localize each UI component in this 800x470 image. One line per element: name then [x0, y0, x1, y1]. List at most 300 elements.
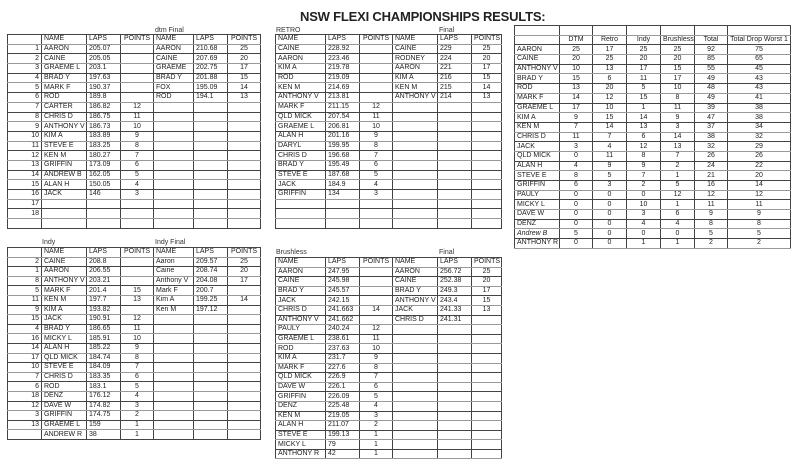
table-cell: 183.35 — [87, 372, 121, 382]
table-cell: 11 — [560, 132, 593, 142]
table-cell: GRAEME L — [276, 334, 326, 344]
table-row — [515, 122, 791, 132]
table-cell: 43 — [728, 84, 791, 94]
table-cell: 17 — [8, 199, 42, 209]
table-cell: 6 — [360, 382, 393, 392]
column-header — [8, 248, 42, 258]
table-cell: 249.3 — [438, 286, 472, 296]
table-cell — [472, 160, 502, 170]
column-header: Retro — [593, 35, 627, 45]
table-cell — [472, 122, 502, 132]
table-row — [515, 200, 791, 210]
table-cell: 25 — [472, 267, 502, 277]
table-cell: 34 — [728, 122, 791, 132]
table-row — [8, 190, 261, 200]
table-cell: GRAEME L — [515, 103, 560, 113]
column-header: POINTS — [228, 35, 261, 45]
table-row — [515, 93, 791, 103]
table-cell: ROD — [154, 93, 194, 103]
table-cell: 8 — [8, 276, 42, 286]
table-cell: 20 — [472, 54, 502, 64]
table-cell: 10 — [8, 131, 42, 141]
table-cell: 14 — [593, 122, 627, 132]
table-cell: 7 — [661, 151, 695, 161]
table-cell: 7 — [360, 373, 393, 383]
table-cell: 203.1 — [87, 64, 121, 74]
table-cell: 245.98 — [326, 277, 360, 287]
table-cell: 219.09 — [326, 73, 360, 83]
table-cell: 4 — [360, 180, 393, 190]
table-cell: 5 — [695, 229, 728, 239]
table-row — [276, 151, 502, 161]
table-cell: 37 — [695, 122, 728, 132]
table-cell — [393, 392, 438, 402]
table-cell: DENZ — [276, 401, 326, 411]
table-cell: BRAD Y — [154, 73, 194, 83]
table-cell: 0 — [560, 190, 593, 200]
table-row — [8, 112, 261, 122]
table-cell: 4 — [560, 161, 593, 171]
table-cell: 185.91 — [87, 334, 121, 344]
table-row — [8, 199, 261, 209]
table-cell: 194.1 — [194, 93, 228, 103]
table-cell — [438, 353, 472, 363]
column-header: LAPS — [87, 35, 121, 45]
table-cell — [472, 382, 502, 392]
table-cell: 209.57 — [194, 257, 228, 267]
table-row — [515, 181, 791, 191]
table-cell — [393, 353, 438, 363]
table-cell: CAINE — [42, 257, 87, 267]
table-cell: CAINE — [276, 44, 326, 54]
table-cell: 3 — [627, 210, 661, 220]
table-cell — [228, 112, 261, 122]
table-cell: 0 — [560, 239, 593, 249]
table-cell: 38 — [87, 430, 121, 440]
table-cell: 5 — [661, 181, 695, 191]
table-cell: 211.07 — [326, 421, 360, 431]
table-cell: 49 — [695, 74, 728, 84]
table-cell: 13 — [8, 160, 42, 170]
table-row — [276, 199, 502, 209]
table-cell: 11 — [8, 141, 42, 151]
table-cell: ANTHONY V — [515, 64, 560, 74]
table-cell: 25 — [593, 55, 627, 65]
table-cell: 10 — [593, 103, 627, 113]
table-cell: 0 — [560, 200, 593, 210]
column-header: POINTS — [472, 35, 502, 45]
table-cell: 134 — [326, 190, 360, 200]
table-cell — [194, 343, 228, 353]
table-row — [276, 180, 502, 190]
table-cell — [438, 112, 472, 122]
table-row — [515, 171, 791, 181]
table-cell: 10 — [121, 122, 154, 132]
table-cell — [393, 199, 438, 209]
indy-label: Indy — [42, 239, 56, 246]
table-cell: 14 — [627, 113, 661, 123]
table-cell — [194, 420, 228, 430]
table-cell: 16 — [8, 334, 42, 344]
table-cell: 26 — [728, 151, 791, 161]
table-cell: GRAEME L — [42, 420, 87, 430]
table-row — [276, 430, 502, 440]
table-row — [276, 170, 502, 180]
indy-results-table — [7, 247, 261, 440]
table-cell: QLD MICK — [276, 112, 326, 122]
table-cell: KEN M — [393, 83, 438, 93]
table-cell: 214.69 — [326, 83, 360, 93]
table-cell: JACK — [515, 142, 560, 152]
table-cell: 224 — [438, 54, 472, 64]
table-cell: 14 — [560, 93, 593, 103]
table-cell: 241.662 — [326, 315, 360, 325]
table-cell: 22 — [728, 161, 791, 171]
table-cell: 15 — [8, 315, 42, 325]
table-cell: 79 — [326, 440, 360, 450]
table-cell: GRIFFIN — [42, 411, 87, 421]
table-cell: 9 — [728, 210, 791, 220]
table-cell: 75 — [728, 45, 791, 55]
table-cell: JACK — [276, 180, 326, 190]
table-cell — [360, 44, 393, 54]
table-cell — [42, 199, 87, 209]
column-header — [515, 35, 560, 45]
table-cell — [360, 64, 393, 74]
table-row — [276, 93, 502, 103]
table-cell: 10 — [560, 64, 593, 74]
table-cell — [154, 411, 194, 421]
table-cell: 0 — [593, 219, 627, 229]
table-cell: 208.8 — [87, 257, 121, 267]
column-header: NAME — [154, 35, 194, 45]
table-cell: 174.75 — [87, 411, 121, 421]
table-cell: KEN M — [276, 83, 326, 93]
table-cell — [472, 209, 502, 219]
table-cell: KEN M — [42, 295, 87, 305]
table-cell: 186.82 — [87, 102, 121, 112]
table-cell: 201.88 — [194, 73, 228, 83]
table-cell: JACK — [42, 190, 87, 200]
column-header: LAPS — [194, 35, 228, 45]
table-cell: 205.05 — [87, 54, 121, 64]
table-cell: 6 — [121, 372, 154, 382]
table-cell — [154, 160, 194, 170]
table-row — [276, 286, 502, 296]
table-cell — [393, 209, 438, 219]
empty-cell — [695, 26, 728, 36]
table-cell: 226.1 — [326, 382, 360, 392]
table-cell: 6 — [661, 210, 695, 220]
table-cell: 9 — [593, 161, 627, 171]
table-cell: 18 — [8, 391, 42, 401]
table-cell: DAVE W — [276, 382, 326, 392]
table-cell: 240.24 — [326, 325, 360, 335]
table-cell — [87, 219, 121, 229]
table-cell — [393, 170, 438, 180]
empty-cell — [515, 26, 560, 36]
table-cell: 227.6 — [326, 363, 360, 373]
table-cell: 32 — [695, 142, 728, 152]
table-cell: 85 — [695, 55, 728, 65]
table-cell: 1 — [661, 239, 695, 249]
table-cell: 12 — [661, 190, 695, 200]
table-cell — [360, 267, 393, 277]
table-cell: 195.49 — [326, 160, 360, 170]
table-cell: 3 — [121, 401, 154, 411]
table-cell: 1 — [360, 430, 393, 440]
table-cell: 9 — [8, 305, 42, 315]
table-cell: 2 — [8, 54, 42, 64]
empty-cell — [627, 26, 661, 36]
table-cell — [472, 373, 502, 383]
table-cell — [121, 64, 154, 74]
table-cell: 201.16 — [326, 131, 360, 141]
table-row — [515, 74, 791, 84]
table-cell: 26 — [695, 151, 728, 161]
table-cell — [360, 219, 393, 229]
table-cell: 184.09 — [87, 363, 121, 373]
table-row — [276, 190, 502, 200]
table-cell: 13 — [661, 142, 695, 152]
table-cell: BRAD Y — [276, 160, 326, 170]
table-cell: 176.12 — [87, 391, 121, 401]
table-cell: 226.9 — [326, 373, 360, 383]
table-row — [276, 102, 502, 112]
table-cell — [228, 420, 261, 430]
table-cell: 8 — [661, 93, 695, 103]
table-cell: MARK F — [276, 102, 326, 112]
table-cell — [393, 131, 438, 141]
table-cell: 2 — [695, 239, 728, 249]
table-cell — [121, 73, 154, 83]
table-cell — [326, 209, 360, 219]
table-cell: KIM A — [42, 131, 87, 141]
table-row — [8, 353, 261, 363]
table-cell: 12 — [728, 190, 791, 200]
table-cell — [121, 305, 154, 315]
table-cell: 195.09 — [194, 83, 228, 93]
table-cell: GRIFFIN — [515, 181, 560, 191]
table-row — [276, 344, 502, 354]
table-cell: 8 — [360, 141, 393, 151]
table-cell: 0 — [627, 190, 661, 200]
table-cell: 3 — [360, 411, 393, 421]
table-cell: 213.81 — [326, 93, 360, 103]
table-cell: 20 — [593, 84, 627, 94]
table-cell: 0 — [593, 229, 627, 239]
table-cell: 15 — [560, 74, 593, 84]
table-cell — [438, 430, 472, 440]
table-row — [276, 315, 502, 325]
table-cell — [194, 401, 228, 411]
table-cell: 17 — [661, 74, 695, 84]
table-cell — [121, 93, 154, 103]
table-row — [8, 180, 261, 190]
table-cell — [472, 401, 502, 411]
table-cell: 207.54 — [326, 112, 360, 122]
table-row — [276, 54, 502, 64]
table-cell — [228, 160, 261, 170]
table-row — [276, 267, 502, 277]
table-cell — [472, 334, 502, 344]
table-cell — [228, 286, 261, 296]
table-cell — [154, 353, 194, 363]
table-cell: CAINE — [154, 54, 194, 64]
table-cell: 11 — [593, 151, 627, 161]
column-header: LAPS — [326, 35, 360, 45]
table-cell: ROD — [42, 382, 87, 392]
table-cell — [438, 401, 472, 411]
table-cell: 6 — [121, 160, 154, 170]
table-cell: 25 — [228, 257, 261, 267]
table-cell: AARON — [42, 44, 87, 54]
table-cell: 20 — [228, 267, 261, 277]
table-cell — [194, 112, 228, 122]
table-cell: KEN M — [515, 122, 560, 132]
table-cell: 9 — [121, 131, 154, 141]
table-cell — [276, 199, 326, 209]
table-cell — [438, 190, 472, 200]
table-cell: GRIFFIN — [42, 160, 87, 170]
table-cell: GRIFFIN — [276, 190, 326, 200]
table-cell: 5 — [121, 382, 154, 392]
table-cell: AARON — [393, 267, 438, 277]
table-cell — [276, 219, 326, 229]
table-cell — [472, 325, 502, 335]
table-cell — [438, 219, 472, 229]
retro-label: RETRO — [276, 27, 301, 34]
table-cell — [228, 324, 261, 334]
table-cell — [194, 160, 228, 170]
table-row — [276, 73, 502, 83]
table-cell: Kim A — [154, 295, 194, 305]
table-cell: MICKY L — [42, 334, 87, 344]
table-cell — [393, 180, 438, 190]
table-cell: ANDREW R — [42, 430, 87, 440]
table-cell: 11 — [360, 112, 393, 122]
table-cell: 12 — [360, 102, 393, 112]
table-cell: 252.38 — [438, 277, 472, 287]
table-row — [276, 440, 502, 450]
table-cell — [228, 334, 261, 344]
table-row — [8, 219, 261, 229]
table-cell: ANTHONY V — [393, 296, 438, 306]
table-cell: 197.7 — [87, 295, 121, 305]
table-cell — [472, 180, 502, 190]
table-cell: 215 — [438, 83, 472, 93]
table-cell: 7 — [360, 151, 393, 161]
table-row — [276, 363, 502, 373]
table-cell — [194, 411, 228, 421]
table-cell: 7 — [8, 102, 42, 112]
table-cell — [393, 190, 438, 200]
table-cell: 25 — [661, 45, 695, 55]
table-cell — [438, 151, 472, 161]
table-cell — [154, 334, 194, 344]
table-cell — [154, 151, 194, 161]
table-cell: JACK — [42, 315, 87, 325]
table-cell: CAINE — [393, 277, 438, 287]
table-row — [8, 122, 261, 132]
table-cell: 1 — [121, 420, 154, 430]
table-cell: MARK F — [515, 93, 560, 103]
dtm-final-label: dtm Final — [155, 27, 184, 34]
table-row — [8, 267, 261, 277]
table-cell — [154, 102, 194, 112]
table-cell: 41 — [728, 93, 791, 103]
table-cell — [228, 391, 261, 401]
table-cell — [472, 102, 502, 112]
table-row — [8, 401, 261, 411]
table-cell: 1 — [8, 44, 42, 54]
table-row — [8, 430, 261, 440]
table-cell: GRAEME — [154, 64, 194, 74]
table-cell: 20 — [728, 171, 791, 181]
table-cell: 4 — [121, 391, 154, 401]
table-cell: 8 — [121, 141, 154, 151]
retro-final-label: Final — [439, 27, 455, 34]
table-cell — [393, 411, 438, 421]
table-cell: 189.8 — [87, 93, 121, 103]
table-cell — [472, 421, 502, 431]
table-cell: 6 — [8, 93, 42, 103]
table-cell — [194, 363, 228, 373]
table-cell — [472, 353, 502, 363]
table-cell: 13 — [560, 84, 593, 94]
table-cell: 200.7 — [194, 286, 228, 296]
table-row — [276, 421, 502, 431]
table-cell: 8 — [695, 219, 728, 229]
table-cell: 0 — [560, 219, 593, 229]
table-cell: 186.75 — [87, 112, 121, 122]
table-cell: 11 — [121, 324, 154, 334]
table-cell — [472, 392, 502, 402]
table-cell: 0 — [593, 210, 627, 220]
table-cell: 49 — [695, 93, 728, 103]
table-cell — [276, 209, 326, 219]
table-cell — [194, 122, 228, 132]
table-cell: 15 — [593, 113, 627, 123]
table-cell: 0 — [593, 239, 627, 249]
table-cell: 4 — [593, 142, 627, 152]
table-cell: 8 — [560, 171, 593, 181]
table-cell: 2 — [661, 161, 695, 171]
table-row — [515, 132, 791, 142]
table-cell — [472, 219, 502, 229]
table-cell — [393, 344, 438, 354]
table-cell — [228, 209, 261, 219]
table-cell — [393, 430, 438, 440]
table-cell: 12 — [121, 315, 154, 325]
table-cell: 219.05 — [326, 411, 360, 421]
column-header: NAME — [276, 35, 326, 45]
table-cell — [42, 219, 87, 229]
table-row — [276, 392, 502, 402]
table-cell — [194, 102, 228, 112]
table-cell — [194, 334, 228, 344]
retro-results-table — [275, 34, 502, 229]
table-cell: 9 — [695, 210, 728, 220]
table-cell: 199.13 — [326, 430, 360, 440]
table-row — [8, 170, 261, 180]
table-cell — [438, 411, 472, 421]
table-cell: 55 — [695, 64, 728, 74]
table-cell: ROD — [276, 344, 326, 354]
table-row — [8, 131, 261, 141]
table-cell: 14 — [728, 181, 791, 191]
table-cell: 43 — [728, 74, 791, 84]
